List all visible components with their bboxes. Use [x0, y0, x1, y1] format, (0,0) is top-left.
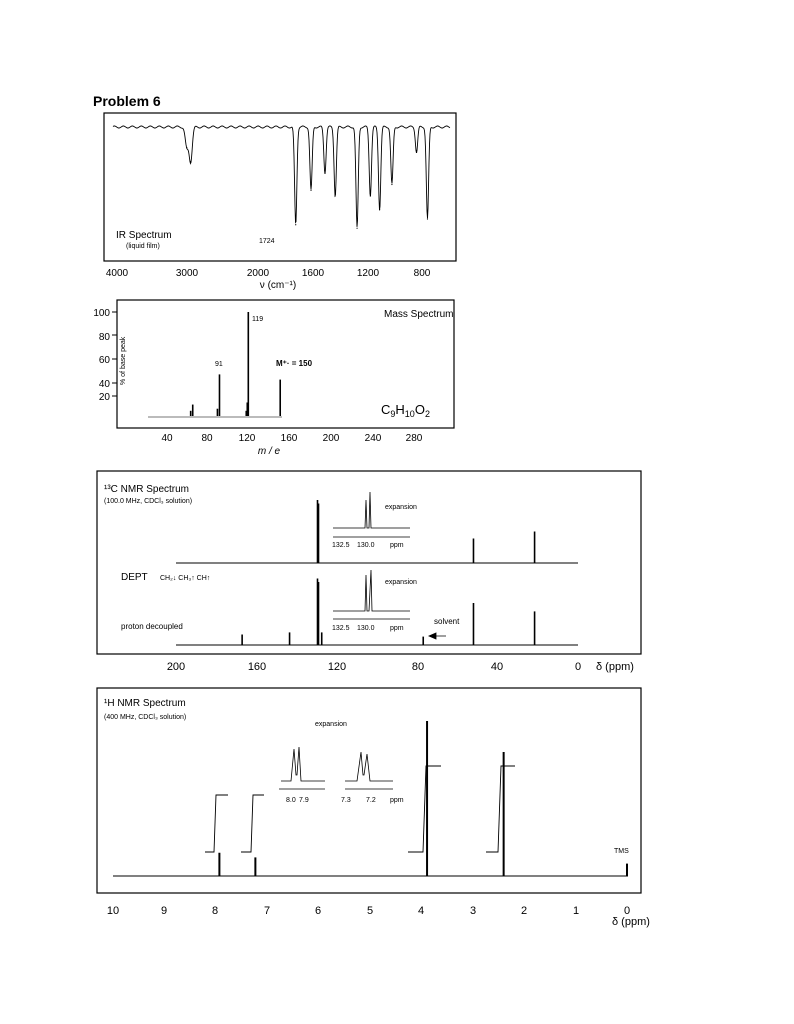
- ms-baseline: [148, 416, 282, 418]
- ir-peak: [391, 184, 392, 185]
- ir-annotation-1724: 1724: [259, 238, 275, 245]
- h1-tms-label: TMS: [614, 848, 629, 855]
- c13-exp-tick: ppm: [390, 542, 404, 549]
- ir-chart: [104, 113, 456, 291]
- ms-x-tick-label: 280: [405, 433, 423, 444]
- h1-chart: [97, 688, 650, 928]
- ir-peak: [335, 195, 336, 196]
- ms-chart: [93, 300, 454, 457]
- ir-peak: [324, 172, 325, 173]
- c13-tick-label: 120: [327, 661, 347, 673]
- ms-x-tick-label: 240: [364, 433, 382, 444]
- ms-y-tick-label: 60: [98, 355, 110, 366]
- ir-peak: [416, 152, 417, 153]
- c13-tick-label: 80: [411, 661, 425, 673]
- ms-peak-bar: [217, 409, 219, 416]
- h1-exp-tick: 7.3: [341, 797, 351, 804]
- ir-title: IR Spectrum: [116, 230, 172, 241]
- c13-solvent-label: solvent: [434, 617, 460, 626]
- h1-x-axis: [107, 905, 630, 917]
- ms-y-axis: [93, 308, 117, 403]
- c13-tick-label: 40: [490, 661, 504, 673]
- c13-chart: [97, 471, 641, 673]
- ir-peak: [356, 228, 357, 229]
- h1-integral: [241, 795, 264, 852]
- c13-solvent-arrow: [429, 633, 446, 639]
- ir-peak: [186, 147, 187, 148]
- ir-peak: [295, 224, 296, 225]
- ir-x-axis: [106, 268, 431, 279]
- ms-molecular-ion: M⁺· = 150: [276, 359, 313, 368]
- c13-expansion-1: [332, 492, 417, 549]
- ms-y-tick-label: 40: [98, 379, 110, 390]
- ir-peak: [427, 218, 428, 219]
- h1-exp-tick: 7.2: [366, 797, 376, 804]
- h1-subtitle: (400 MHz, CDCl₃ solution): [104, 714, 187, 721]
- h1-exp-tick: 8.0: [286, 797, 296, 804]
- h1-title: ¹H NMR Spectrum: [104, 698, 186, 709]
- c13-decoupled-peaks: [242, 579, 534, 646]
- ir-trace: [113, 126, 450, 227]
- h1-tick-label: 5: [366, 905, 374, 917]
- c13-title: ¹³C NMR Spectrum: [104, 484, 190, 495]
- ms-title: Mass Spectrum: [384, 309, 454, 320]
- ir-peak: [379, 209, 380, 210]
- ir-peak: [310, 190, 311, 191]
- ms-peaks: [190, 312, 281, 416]
- h1-tick-label: 1: [572, 905, 580, 917]
- c13-exp-tick: 130.0: [357, 625, 375, 632]
- h1-x-label: δ (ppm): [612, 916, 650, 928]
- ms-formula: $C_9H_{10}O_2$: [381, 402, 430, 419]
- ir-tick-label: 4000: [105, 268, 129, 279]
- ir-peak: [370, 195, 371, 196]
- c13-dept-label: DEPT: [121, 572, 148, 583]
- ir-subtitle: (liquid film): [126, 243, 160, 250]
- h1-expansion-1: [279, 747, 325, 804]
- c13-subtitle: (100.0 MHz, CDCl₃ solution): [104, 498, 193, 505]
- ms-y-tick-label: 100: [93, 308, 110, 319]
- h1-tick-label: 10: [106, 905, 120, 917]
- c13-expansion-label: expansion: [385, 504, 417, 511]
- c13-x-label: δ (ppm): [596, 661, 634, 673]
- ms-peak-bar: [219, 374, 221, 416]
- h1-peaks: [219, 721, 627, 876]
- ir-peak: [190, 161, 191, 162]
- h1-tick-label: 2: [520, 905, 528, 917]
- ms-label-119: 119: [252, 316, 264, 323]
- ir-tick-label: 2000: [246, 268, 270, 279]
- h1-tick-label: 8: [211, 905, 219, 917]
- c13-exp-tick: 130.0: [357, 542, 375, 549]
- ms-x-tick-label: 80: [201, 433, 213, 444]
- ms-y-tick-label: 20: [98, 392, 110, 403]
- ir-peaks: [186, 147, 428, 229]
- c13-decoupled-label: proton decoupled: [121, 622, 183, 631]
- ir-tick-label: 1200: [356, 268, 380, 279]
- ms-x-tick-label: 160: [280, 433, 298, 444]
- c13-exp-tick: 132.5: [332, 542, 350, 549]
- ir-tick-label: 3000: [175, 268, 199, 279]
- h1-integral: [205, 795, 228, 852]
- ms-x-label: m / e: [257, 446, 281, 457]
- ms-x-tick-label: 40: [161, 433, 173, 444]
- ms-peak-bar: [248, 312, 250, 416]
- c13-tick-label: 160: [247, 661, 267, 673]
- h1-tick-label: 6: [314, 905, 322, 917]
- h1-expansion-2: [341, 752, 404, 804]
- c13-dept-legend: CH₂↓ CH₃↑ CH↑: [160, 575, 211, 582]
- ir-x-label: ν (cm⁻¹): [259, 280, 297, 291]
- c13-exp-tick: ppm: [390, 625, 404, 632]
- ir-tick-label: 800: [413, 268, 431, 279]
- ms-peak-bar: [279, 380, 281, 416]
- h1-tick-label: 7: [263, 905, 271, 917]
- ms-x-tick-label: 200: [322, 433, 340, 444]
- h1-tick-label: 3: [469, 905, 477, 917]
- h1-exp-tick: 7.9: [299, 797, 309, 804]
- ms-peak-bar: [190, 411, 192, 416]
- h1-expansion-label: expansion: [315, 721, 347, 728]
- c13-tick-label: 200: [166, 661, 186, 673]
- ms-x-axis: [161, 433, 422, 444]
- c13-tick-label: 0: [574, 661, 582, 673]
- h1-tick-label: 9: [160, 905, 168, 917]
- h1-integral: [408, 766, 441, 852]
- ms-y-label: % of base peak: [120, 336, 127, 385]
- c13-dept-peaks: [318, 500, 535, 563]
- h1-tick-label: 0: [623, 905, 631, 917]
- ms-x-tick-label: 120: [238, 433, 256, 444]
- h1-tick-label: 4: [417, 905, 425, 917]
- c13-expansion-2: [332, 570, 417, 632]
- ir-tick-label: 1600: [301, 268, 325, 279]
- ms-peak-bar: [192, 405, 194, 416]
- h1-exp-tick: ppm: [390, 797, 404, 804]
- c13-x-axis: [167, 661, 581, 673]
- c13-exp-tick: 132.5: [332, 625, 350, 632]
- page-title: Problem 6: [93, 93, 161, 109]
- h1-integral: [486, 766, 515, 852]
- ms-y-tick-label: 80: [98, 332, 110, 343]
- c13-expansion-label-2: expansion: [385, 579, 417, 586]
- ms-label-91: 91: [215, 361, 223, 368]
